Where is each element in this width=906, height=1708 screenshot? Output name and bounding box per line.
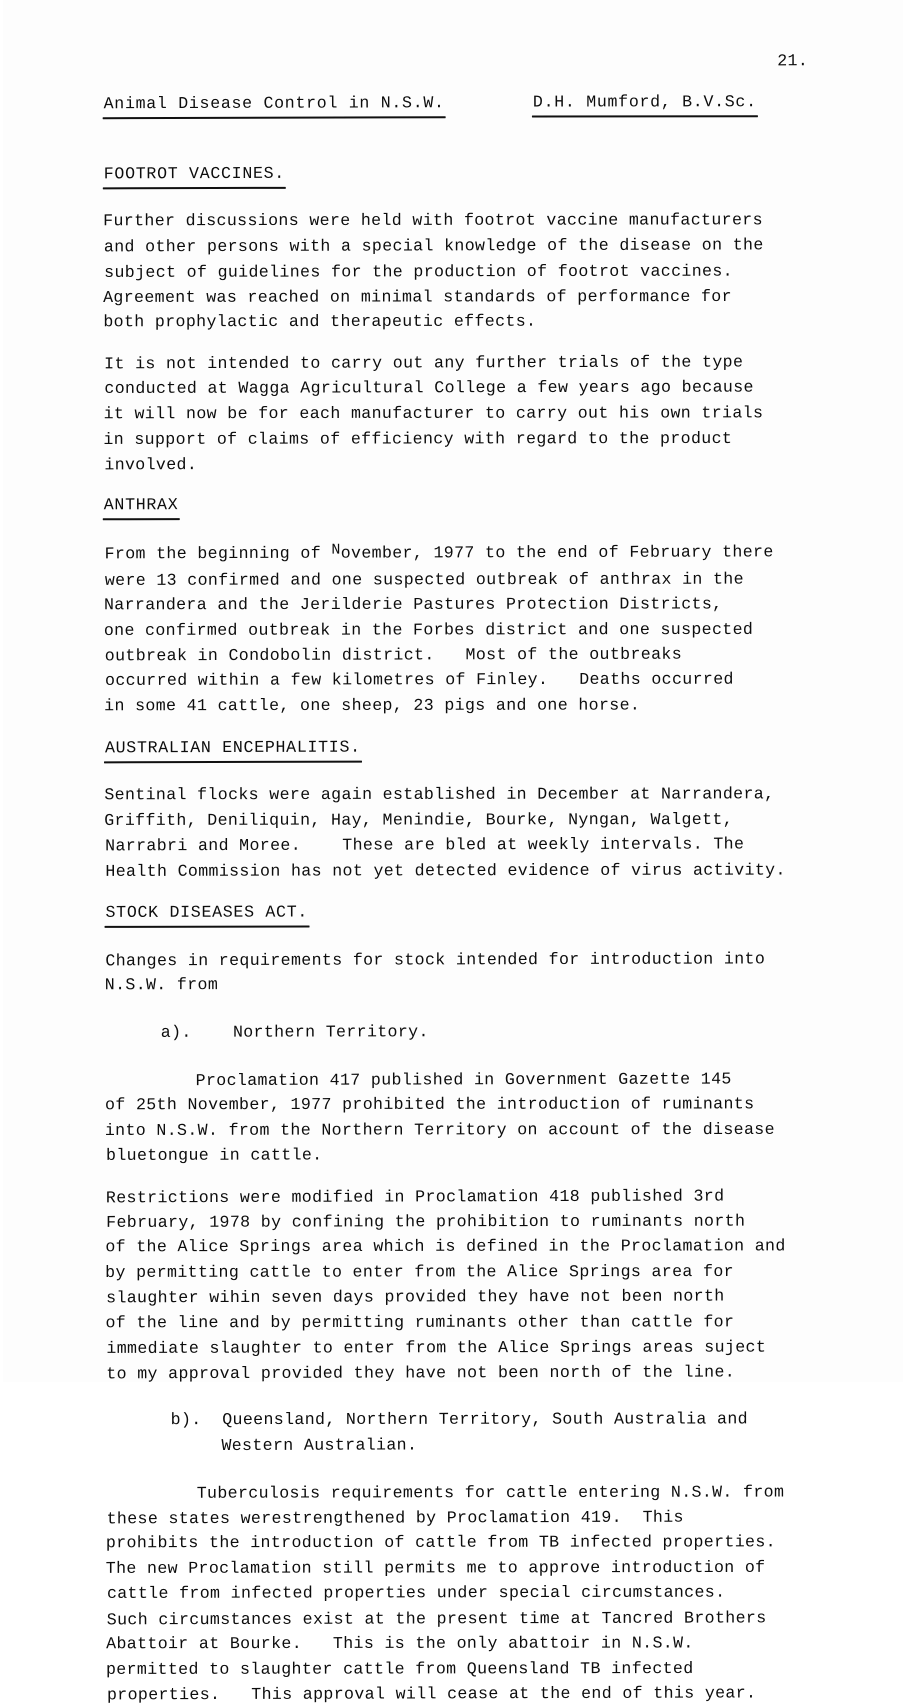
- text-line: in support of claims of efficiency with regard to the product: [103, 428, 733, 449]
- text-line: slaughter wihin seven days provided they have not been north: [106, 1286, 725, 1308]
- text-line: Tuberculosis requirements for cattle entering N.S.W. from: [196, 1482, 785, 1503]
- paragraph-footrot-p1: [103, 207, 843, 335]
- list-item-a-text: Northern Territory.: [232, 1022, 429, 1043]
- section-heading-stock-diseases-act: [105, 898, 845, 926]
- text-line: Further discussions were held with footrot vaccine manufacturers: [103, 210, 763, 231]
- running-head: [103, 89, 843, 117]
- paragraph-footrot-p2: [104, 349, 844, 477]
- paragraph-item-a-p1: [105, 1066, 845, 1168]
- text-line: February, 1978 by confining the prohibition to ruminants north: [106, 1211, 746, 1232]
- text-line: in some 41 cattle, one sheep, 23 pigs and one horse.: [104, 695, 641, 715]
- text-line: bluetongue in cattle.: [105, 1145, 323, 1166]
- text-line: into N.S.W. from the Northern Territory on account of the disease: [104, 1119, 775, 1141]
- section-heading-australian-encephalitis: [105, 733, 845, 761]
- text-line: involved.: [104, 455, 198, 475]
- section-heading-anthrax: [104, 491, 844, 518]
- document-body: [103, 0, 847, 1707]
- text-line: occurred within a few kilometres of Finley. Deaths occurred: [105, 670, 734, 691]
- text-line: [105, 540, 845, 568]
- text-line: outbreak in Condobolin district. Most of the outbreaks: [104, 644, 683, 666]
- section-heading-text: ANTHRAX: [104, 492, 179, 518]
- paragraph-item-a-p2: [105, 1183, 845, 1386]
- section-heading-text: STOCK DISEASES ACT.: [105, 899, 308, 926]
- text-line: of the Alice Springs area which is defined in the Proclamation and: [105, 1236, 786, 1257]
- text-line: Sentinal flocks were again established in December at Narrandera,: [104, 784, 775, 805]
- text-line: Health Commission has not yet detected evidence of virus activity.: [105, 860, 786, 881]
- text-line: subject of guidelines for the production of footrot vaccines.: [104, 261, 733, 282]
- text-line: Restrictions were modified in Proclamation 418 published 3rd: [105, 1186, 725, 1207]
- text-line: prohibits the introduction of cattle from TB infected properties.: [105, 1532, 776, 1553]
- text-run: ovember, 1977 to the end of February there: [340, 542, 774, 564]
- list-item-a: [106, 1019, 846, 1046]
- text-line: of 25th November, 1977 prohibited the introduction of ruminants: [104, 1094, 755, 1115]
- paragraph-ae-p1: [105, 781, 845, 883]
- list-spacer: [192, 1023, 233, 1042]
- text-line: one confirmed outbreak in the Forbes district and one suspected: [103, 619, 754, 640]
- scanned-document-page: [3, 0, 903, 1705]
- text-line: The new Proclamation still permits me to approve introduction of: [105, 1558, 766, 1579]
- text-line: Narrandera and the Jerilderie Pastures Protection Districts,: [103, 594, 723, 615]
- section-heading-footrot-vaccines: [104, 159, 844, 187]
- text-line: permitted to slaughter cattle from Queensland TB infected: [105, 1658, 694, 1679]
- list-marker-b: b).: [170, 1410, 202, 1430]
- text-line: Abattoir at Bourke. This is the only abattoir in N.S.W.: [106, 1633, 694, 1654]
- text-line: by permitting cattle to enter from the Alice Springs area for: [105, 1262, 734, 1283]
- text-line: and other persons with a special knowledge of the disease on the: [103, 235, 764, 257]
- text-line: Changes in requirements for stock intended for introduction into: [105, 949, 766, 971]
- list-item-b: [106, 1406, 846, 1432]
- list-marker-a: a).: [160, 1023, 192, 1043]
- running-head-author-text: D.H. Mumford, B.V.Sc.: [533, 89, 757, 116]
- list-item-b-text-cont: Western Australian.: [221, 1435, 418, 1456]
- text-line: Griffith, Deniliquin, Hay, Menindie, Bourke, Nyngan, Walgett,: [104, 810, 734, 831]
- text-line: Narrabri and Moree. These are bled at weekly intervals. The: [105, 834, 745, 856]
- text-line: of the line and by permitting ruminants other than cattle for: [105, 1311, 735, 1332]
- list-spacer: [202, 1410, 223, 1429]
- paragraph-item-b-p1: [106, 1479, 846, 1707]
- text-line: to my approval provided they have not been north of the line.: [106, 1362, 736, 1384]
- text-line: conducted at Wagga Agricultural College a few years ago because: [104, 377, 754, 399]
- list-item-b-text: Queensland, Northern Territory, South Australia and: [222, 1409, 748, 1430]
- raised-capital-n: N: [331, 542, 341, 560]
- section-heading-text: AUSTRALIAN ENCEPHALITIS.: [105, 734, 361, 761]
- text-run: From the beginning of: [104, 544, 332, 564]
- paragraph-sda-p1: [105, 946, 845, 998]
- text-line: properties. This approval will cease at the end of this year.: [106, 1683, 757, 1705]
- text-line: Agreement was reached on minimal standards of performance for: [103, 286, 732, 307]
- running-head-title: [104, 90, 534, 117]
- text-line: cattle from infected properties under special circumstances.: [106, 1582, 726, 1604]
- text-line: Proclamation 417 published in Government Gazette 145: [195, 1069, 732, 1090]
- text-line: immediate slaughter to enter from the Alice Springs areas suject: [106, 1337, 767, 1358]
- running-head-author: [533, 89, 843, 116]
- paragraph-anthrax-p1: [104, 540, 844, 719]
- running-head-title-text: Animal Disease Control in N.S.W.: [104, 90, 445, 117]
- text-line: both prophylactic and therapeutic effects.: [103, 311, 537, 332]
- section-heading-text: FOOTROT VACCINES.: [104, 161, 285, 188]
- text-line: Such circumstances exist at the present time at Tancred Brothers: [106, 1607, 767, 1629]
- text-line: it will now be for each manufacturer to carry out his own trials: [103, 402, 764, 423]
- text-line: were 13 confirmed and one suspected outbreak of anthrax in the: [104, 569, 744, 590]
- text-line: It is not intended to carry out any further trials of the type: [104, 352, 744, 374]
- page-number: 21.: [777, 51, 809, 71]
- text-line: N.S.W. from: [104, 975, 219, 995]
- text-line: these states werestrengthened by Proclamation 419. This: [106, 1507, 684, 1529]
